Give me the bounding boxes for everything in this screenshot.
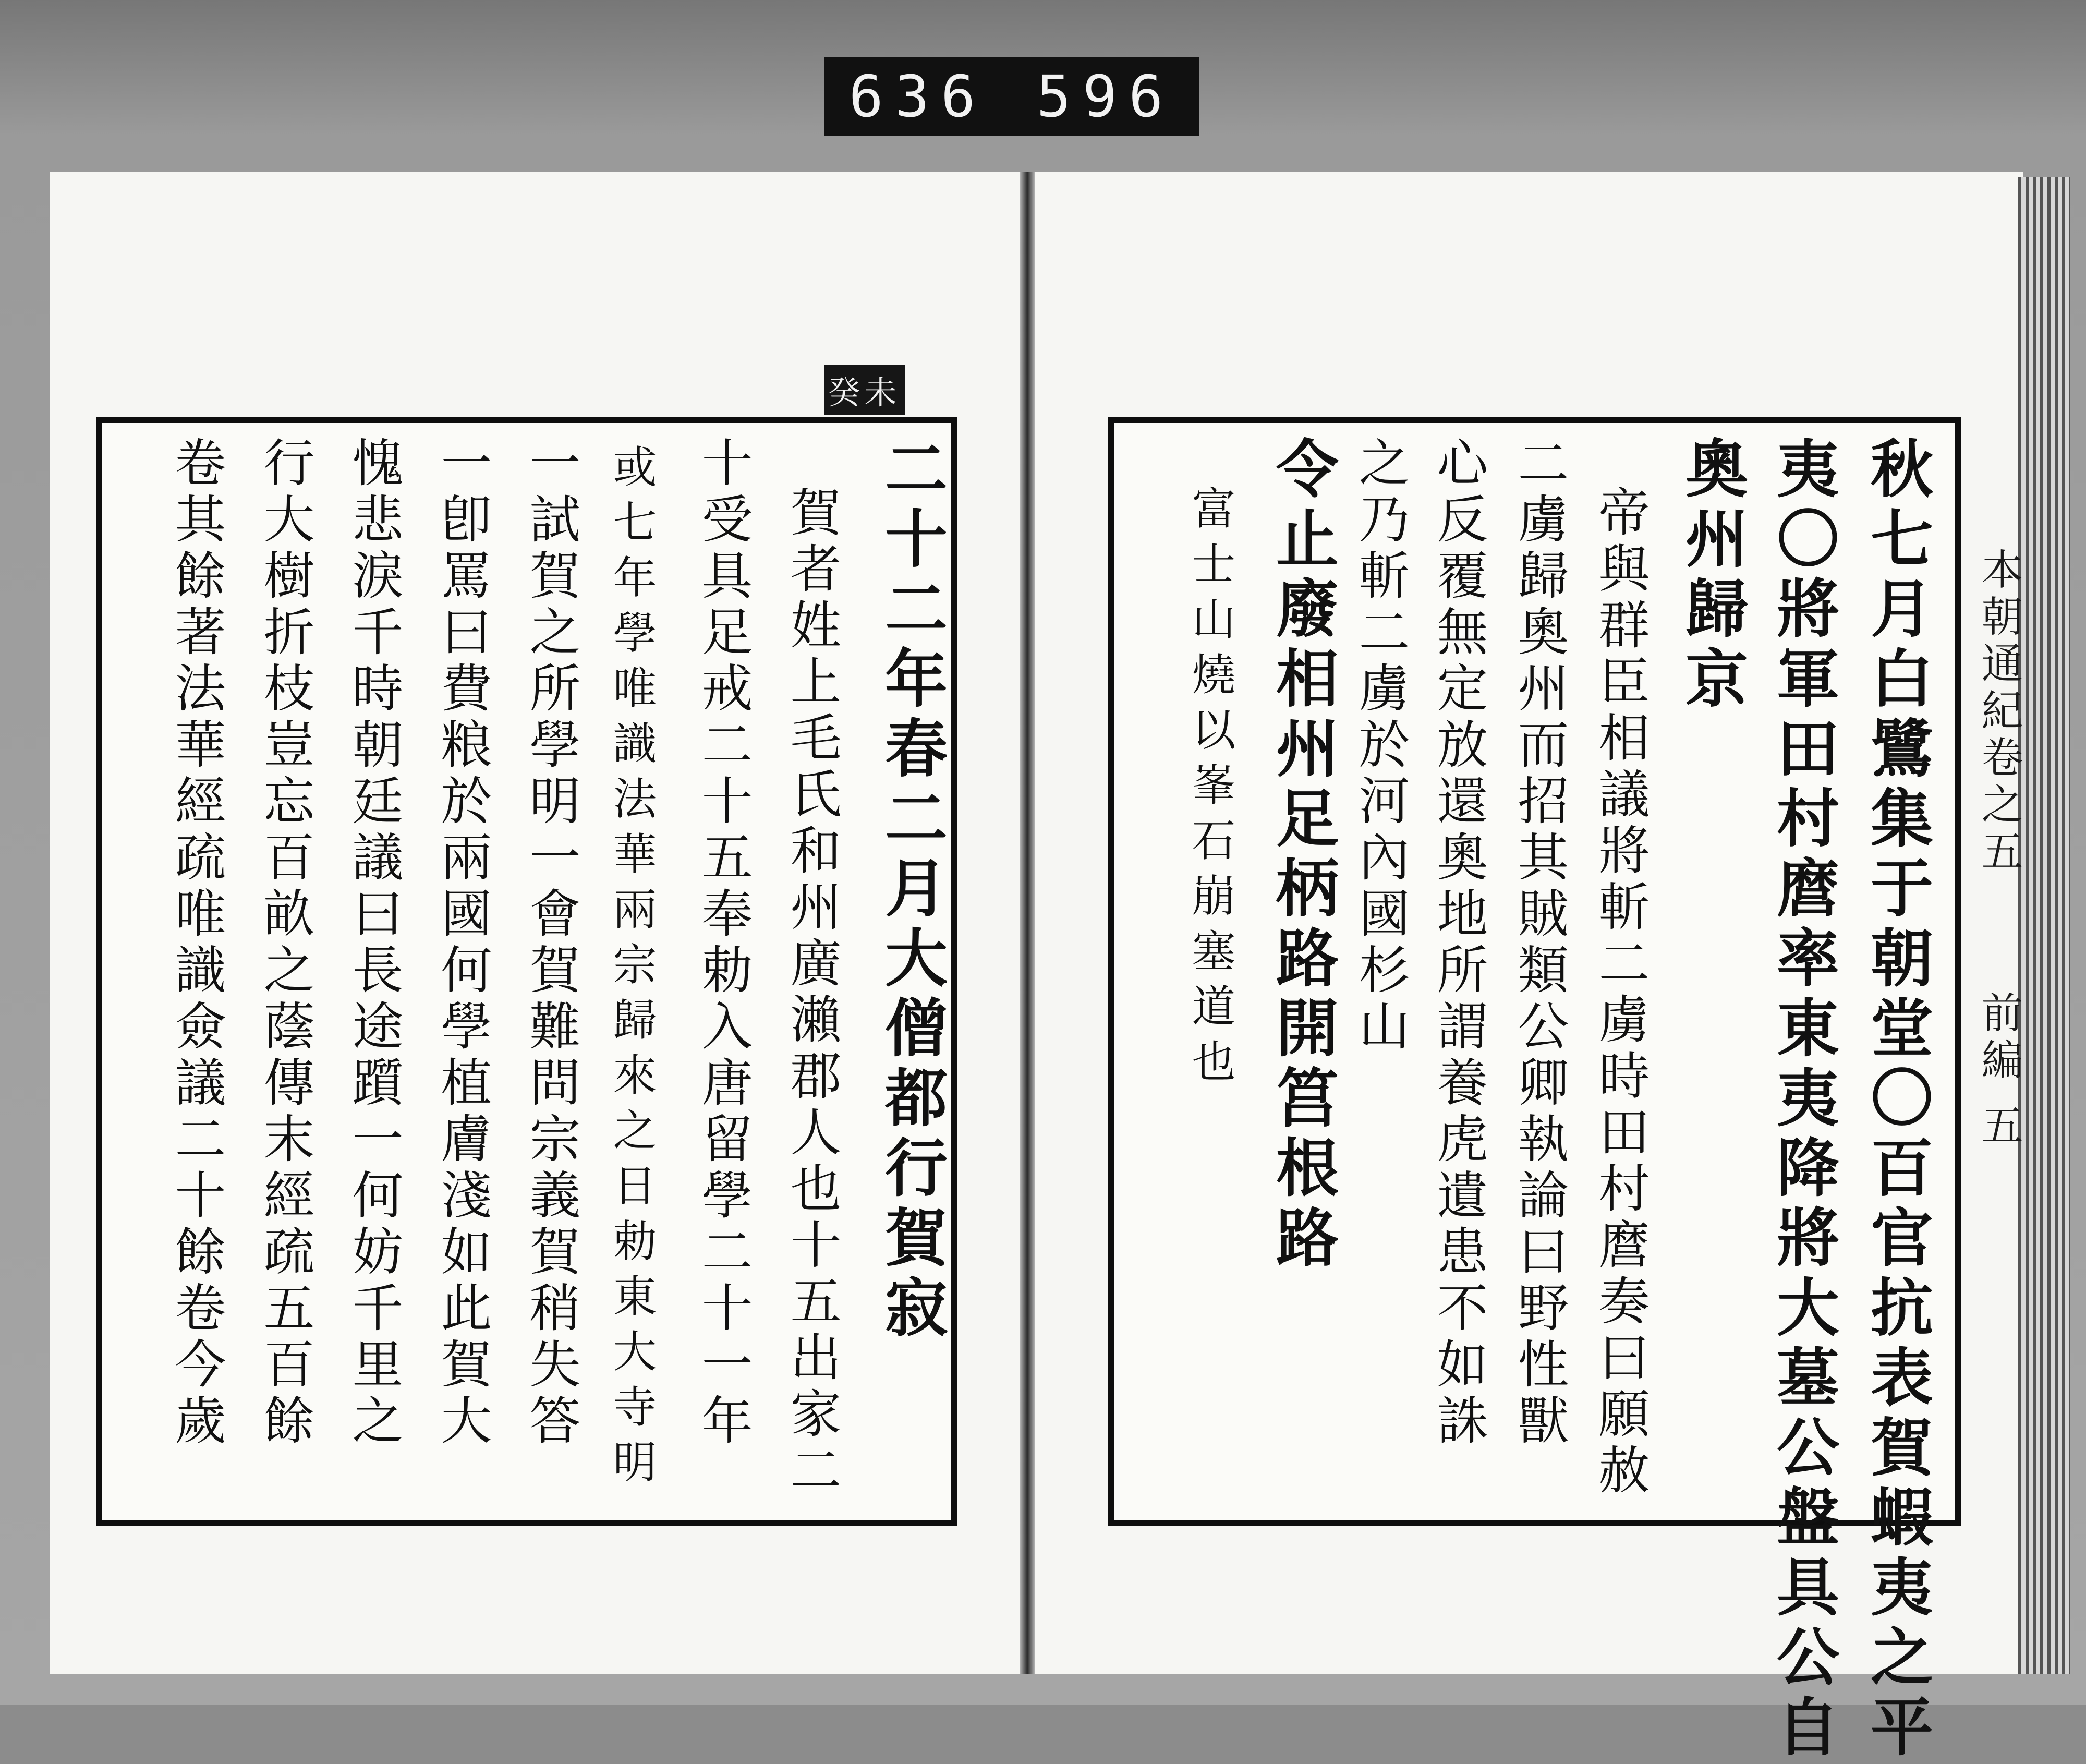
text-column: 愧悲淚千時朝廷議曰長途躓一何妨千里之 — [344, 436, 403, 1450]
text-column: 一試賀之所學明一會賀難問宗義賀稍失答 — [521, 436, 580, 1450]
text-column: 二十二年春二月大僧都行賀寂 — [875, 436, 948, 1345]
archive-number-right: 596 — [1036, 63, 1175, 130]
text-column: 行大樹折枝豈忘百畝之蔭傳末經疏五百餘 — [255, 436, 314, 1450]
right-text-frame — [1108, 417, 1961, 1764]
text-column: 心反覆無定放還奧地所謂養虎遺患不如誅 — [1428, 436, 1488, 1450]
text-column: 夷〇將軍田村麿率東夷降將大墓公盤具公自 — [1766, 436, 1840, 1764]
text-column: 富士山燒以峯石崩塞道也 — [1185, 486, 1236, 1094]
folio-number: 前編 五 — [1974, 991, 2023, 1151]
book-gutter — [1020, 172, 1035, 1674]
archive-number-label — [824, 57, 1199, 136]
year-seal: 癸未 — [824, 365, 905, 415]
text-column: 或七年學唯識法華兩宗歸來之日勅東大寺明 — [606, 444, 657, 1494]
left-text-frame — [96, 417, 957, 1526]
text-column: 之乃斬二虜於河內國杉山 — [1350, 436, 1410, 1056]
text-column: 秋七月白鷺集于朝堂〇百官抗表賀蝦夷之平 — [1860, 436, 1934, 1764]
page-edge — [2018, 177, 2070, 1674]
running-head: 本朝通紀卷之五 — [1974, 548, 2023, 876]
text-column: 令止廢相州足柄路開筥根路 — [1266, 436, 1339, 1275]
text-column: 帝與群臣相議將斬二虜時田村麿奏曰願赦 — [1590, 486, 1650, 1500]
archive-number-left: 636 — [848, 63, 987, 130]
text-column: 二虜歸奧州而招其賊類公卿執論曰野性獸 — [1509, 436, 1569, 1450]
text-column: 一卽罵曰費粮於兩國何學植膚淺如此賀大 — [432, 436, 492, 1450]
text-column: 奧州歸京 — [1675, 436, 1749, 716]
text-column: 卷其餘著法華經疏唯識僉議二十餘卷今歲 — [166, 436, 226, 1450]
text-column: 賀者姓上毛氏和州廣瀨郡人也十五出家二 — [782, 486, 841, 1500]
text-column: 十受具足戒二十五奉勅入唐留學二十一年 — [693, 436, 753, 1450]
